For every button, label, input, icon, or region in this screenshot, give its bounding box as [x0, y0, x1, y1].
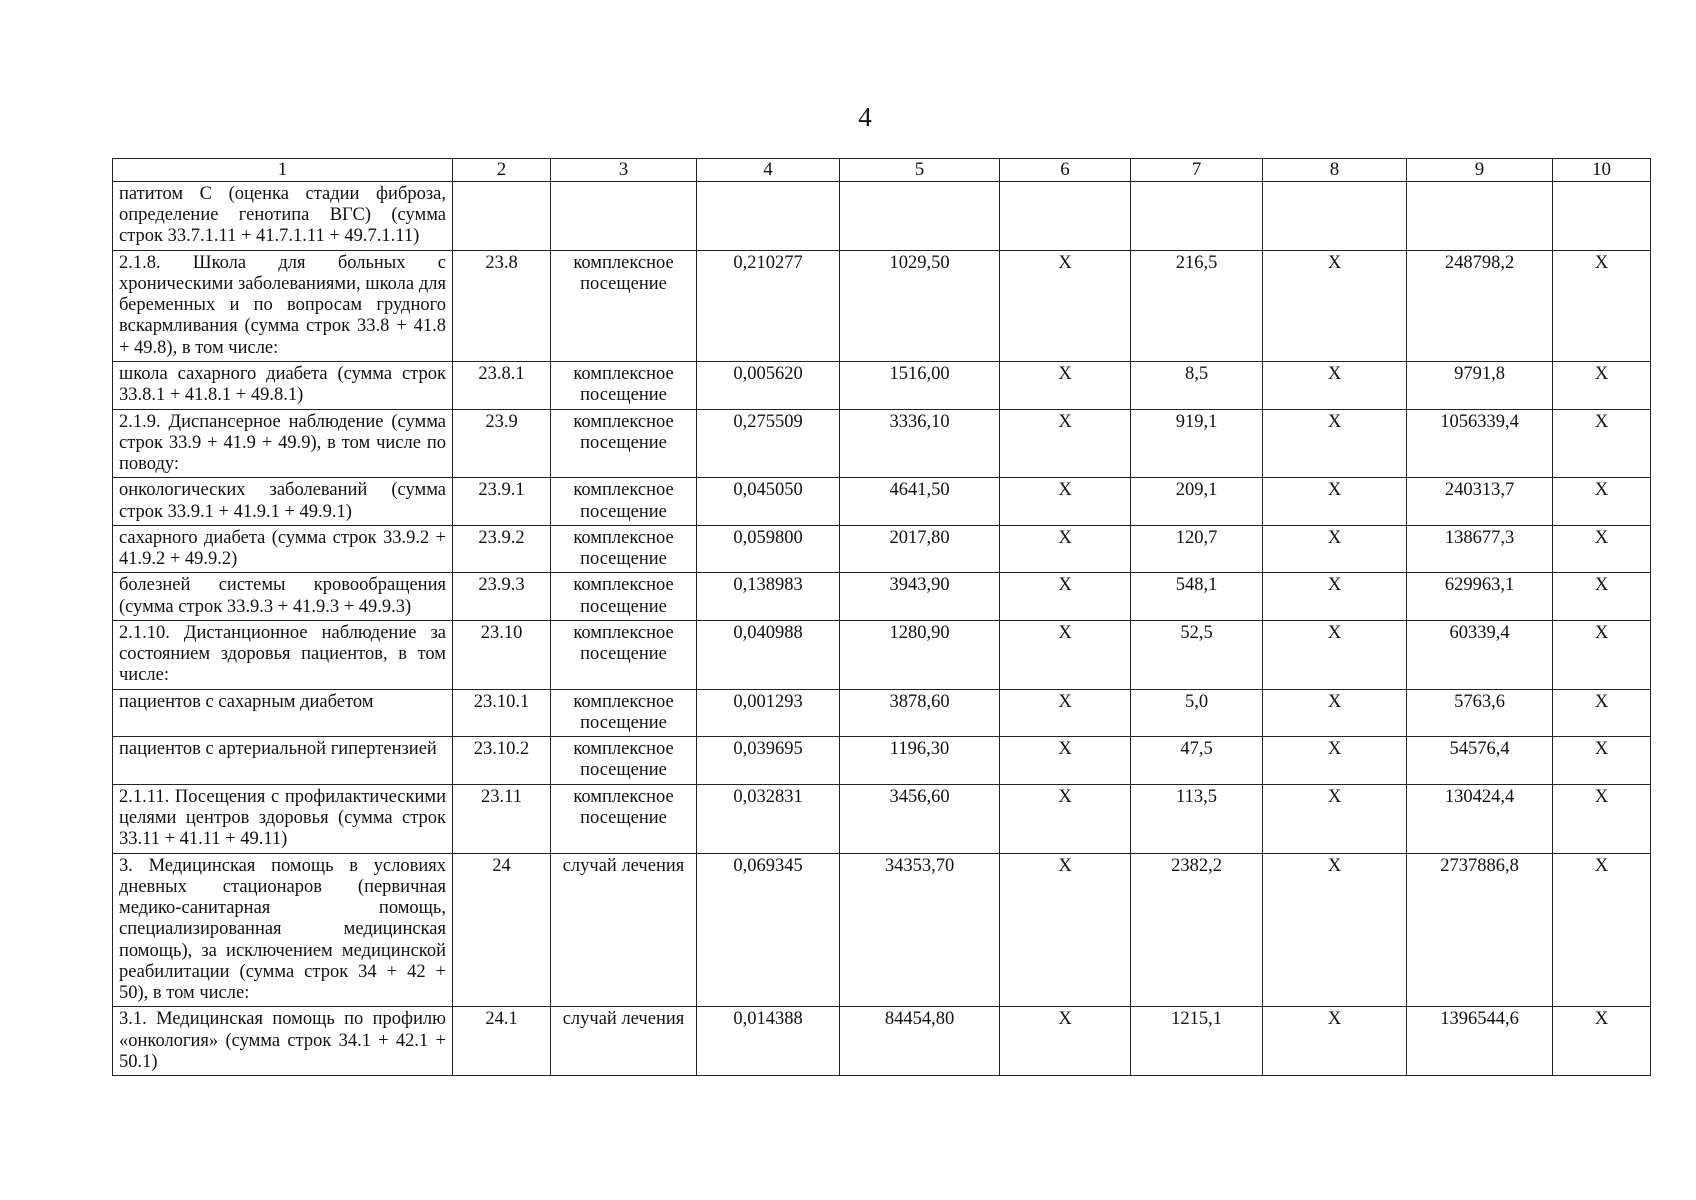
unit-of-measure: комплексное посещение — [551, 250, 697, 361]
tariff-table — [112, 158, 1651, 1076]
column-header: 9 — [1407, 159, 1553, 182]
row-number: 23.9 — [453, 409, 551, 478]
cell-col-6: Х — [1000, 250, 1131, 361]
cell-col-9: 240313,7 — [1407, 478, 1553, 526]
cell-col-6: Х — [1000, 525, 1131, 573]
cell-col-9 — [1407, 181, 1553, 250]
cell-col-7: 120,7 — [1131, 525, 1263, 573]
cell-col-8: Х — [1263, 478, 1407, 526]
cell-col-7: 2382,2 — [1131, 853, 1263, 1007]
table-row — [113, 620, 1651, 689]
cell-col-9: 1396544,6 — [1407, 1007, 1553, 1076]
cell-col-4: 0,039695 — [697, 737, 840, 785]
cell-col-6: Х — [1000, 478, 1131, 526]
cell-col-9: 9791,8 — [1407, 361, 1553, 409]
cell-col-10: Х — [1553, 1007, 1651, 1076]
column-header: 7 — [1131, 159, 1263, 182]
cell-col-8: Х — [1263, 784, 1407, 853]
row-number — [453, 181, 551, 250]
cell-col-4: 0,005620 — [697, 361, 840, 409]
cell-col-5: 2017,80 — [840, 525, 1000, 573]
cell-col-4: 0,069345 — [697, 853, 840, 1007]
cell-col-4: 0,040988 — [697, 620, 840, 689]
cell-col-7: 8,5 — [1131, 361, 1263, 409]
cell-col-8: Х — [1263, 250, 1407, 361]
cell-col-4 — [697, 181, 840, 250]
cell-col-9: 130424,4 — [1407, 784, 1553, 853]
cell-col-10: Х — [1553, 784, 1651, 853]
unit-of-measure: случай лечения — [551, 853, 697, 1007]
cell-col-7: 216,5 — [1131, 250, 1263, 361]
cell-col-8: Х — [1263, 409, 1407, 478]
table-row — [113, 525, 1651, 573]
cell-col-9: 54576,4 — [1407, 737, 1553, 785]
table-row — [113, 784, 1651, 853]
table-row — [113, 181, 1651, 250]
cell-col-5: 1196,30 — [840, 737, 1000, 785]
row-number: 23.10 — [453, 620, 551, 689]
unit-of-measure: комплексное посещение — [551, 689, 697, 737]
table-row — [113, 250, 1651, 361]
table-row — [113, 573, 1651, 621]
unit-of-measure: случай лечения — [551, 1007, 697, 1076]
unit-of-measure — [551, 181, 697, 250]
cell-col-4: 0,001293 — [697, 689, 840, 737]
cell-col-7: 47,5 — [1131, 737, 1263, 785]
cell-col-8: Х — [1263, 573, 1407, 621]
unit-of-measure: комплексное посещение — [551, 573, 697, 621]
column-number-row — [113, 159, 1651, 182]
table-row — [113, 409, 1651, 478]
cell-col-4: 0,045050 — [697, 478, 840, 526]
row-description: 2.1.9. Диспансерное наблюдение (сумма строк 33.9 + 41.9 + 49.9), в том числе по поводу: — [113, 409, 453, 478]
row-description: пациентов с сахарным диабетом — [113, 689, 453, 737]
cell-col-10: Х — [1553, 853, 1651, 1007]
cell-col-6: Х — [1000, 620, 1131, 689]
unit-of-measure: комплексное посещение — [551, 361, 697, 409]
cell-col-4: 0,032831 — [697, 784, 840, 853]
column-header: 2 — [453, 159, 551, 182]
table-row — [113, 853, 1651, 1007]
column-header: 3 — [551, 159, 697, 182]
row-description: 2.1.10. Дистанционное наблюдение за состоянием здоровья пациентов, в том числе: — [113, 620, 453, 689]
cell-col-6 — [1000, 181, 1131, 250]
cell-col-10: Х — [1553, 478, 1651, 526]
cell-col-6: Х — [1000, 784, 1131, 853]
cell-col-10: Х — [1553, 689, 1651, 737]
cell-col-9: 248798,2 — [1407, 250, 1553, 361]
column-header: 10 — [1553, 159, 1651, 182]
column-header: 6 — [1000, 159, 1131, 182]
column-header: 1 — [113, 159, 453, 182]
cell-col-5: 84454,80 — [840, 1007, 1000, 1076]
row-description: школа сахарного диабета (сумма строк 33.8.1 + 41.8.1 + 49.8.1) — [113, 361, 453, 409]
row-number: 23.11 — [453, 784, 551, 853]
row-description: онкологических заболеваний (сумма строк 33.9.1 + 41.9.1 + 49.9.1) — [113, 478, 453, 526]
table-row — [113, 1007, 1651, 1076]
row-description: 2.1.8. Школа для больных с хроническими заболеваниями, школа для беременных и по вопросам грудного вскармливания (сумма строк 33.8 + 41.8 + 49.8), в том числе: — [113, 250, 453, 361]
cell-col-9: 2737886,8 — [1407, 853, 1553, 1007]
table-row — [113, 737, 1651, 785]
cell-col-10: Х — [1553, 250, 1651, 361]
cell-col-5: 1029,50 — [840, 250, 1000, 361]
cell-col-7: 52,5 — [1131, 620, 1263, 689]
row-number: 24 — [453, 853, 551, 1007]
unit-of-measure: комплексное посещение — [551, 620, 697, 689]
cell-col-5: 3336,10 — [840, 409, 1000, 478]
column-header: 4 — [697, 159, 840, 182]
column-header: 8 — [1263, 159, 1407, 182]
cell-col-8: Х — [1263, 737, 1407, 785]
cell-col-7: 113,5 — [1131, 784, 1263, 853]
row-number: 23.10.2 — [453, 737, 551, 785]
cell-col-6: Х — [1000, 853, 1131, 1007]
cell-col-8: Х — [1263, 853, 1407, 1007]
cell-col-9: 1056339,4 — [1407, 409, 1553, 478]
row-description: патитом С (оценка стадии фиброза, определение генотипа ВГС) (сумма строк 33.7.1.11 + 41.7.1.11 + 49.7.1.11) — [113, 181, 453, 250]
cell-col-7: 1215,1 — [1131, 1007, 1263, 1076]
column-header: 5 — [840, 159, 1000, 182]
cell-col-7: 5,0 — [1131, 689, 1263, 737]
table-row — [113, 478, 1651, 526]
cell-col-5: 3878,60 — [840, 689, 1000, 737]
cell-col-7: 209,1 — [1131, 478, 1263, 526]
row-description: болезней системы кровообращения (сумма строк 33.9.3 + 41.9.3 + 49.9.3) — [113, 573, 453, 621]
cell-col-4: 0,138983 — [697, 573, 840, 621]
cell-col-5: 1516,00 — [840, 361, 1000, 409]
cell-col-9: 5763,6 — [1407, 689, 1553, 737]
page-number: 4 — [858, 102, 872, 132]
cell-col-5: 3456,60 — [840, 784, 1000, 853]
table-row — [113, 361, 1651, 409]
cell-col-10: Х — [1553, 525, 1651, 573]
cell-col-6: Х — [1000, 409, 1131, 478]
row-description: сахарного диабета (сумма строк 33.9.2 + 41.9.2 + 49.9.2) — [113, 525, 453, 573]
cell-col-6: Х — [1000, 737, 1131, 785]
unit-of-measure: комплексное посещение — [551, 409, 697, 478]
row-description: 3. Медицинская помощь в условиях дневных стационаров (первичная медико-санитарная помощь, специализированная медицинская помощь), за исключением медицинской реабилитации (сумма строк 34 + 42 + 50), в том числе: — [113, 853, 453, 1007]
cell-col-8: Х — [1263, 620, 1407, 689]
row-number: 23.9.3 — [453, 573, 551, 621]
cell-col-7 — [1131, 181, 1263, 250]
cell-col-8: Х — [1263, 525, 1407, 573]
cell-col-4: 0,014388 — [697, 1007, 840, 1076]
cell-col-6: Х — [1000, 1007, 1131, 1076]
cell-col-4: 0,059800 — [697, 525, 840, 573]
row-description: пациентов с артериальной гипертензией — [113, 737, 453, 785]
unit-of-measure: комплексное посещение — [551, 525, 697, 573]
cell-col-5: 4641,50 — [840, 478, 1000, 526]
row-number: 23.10.1 — [453, 689, 551, 737]
unit-of-measure: комплексное посещение — [551, 737, 697, 785]
cell-col-10: Х — [1553, 737, 1651, 785]
row-description: 3.1. Медицинская помощь по профилю «онкология» (сумма строк 34.1 + 42.1 + 50.1) — [113, 1007, 453, 1076]
cell-col-9: 629963,1 — [1407, 573, 1553, 621]
cell-col-9: 138677,3 — [1407, 525, 1553, 573]
cell-col-5: 34353,70 — [840, 853, 1000, 1007]
cell-col-4: 0,275509 — [697, 409, 840, 478]
cell-col-8: Х — [1263, 1007, 1407, 1076]
cell-col-5: 3943,90 — [840, 573, 1000, 621]
cell-col-8: Х — [1263, 361, 1407, 409]
row-number: 23.8 — [453, 250, 551, 361]
table-row — [113, 689, 1651, 737]
cell-col-6: Х — [1000, 689, 1131, 737]
row-number: 23.9.1 — [453, 478, 551, 526]
cell-col-7: 548,1 — [1131, 573, 1263, 621]
cell-col-5 — [840, 181, 1000, 250]
cell-col-8 — [1263, 181, 1407, 250]
cell-col-10: Х — [1553, 361, 1651, 409]
cell-col-5: 1280,90 — [840, 620, 1000, 689]
unit-of-measure: комплексное посещение — [551, 478, 697, 526]
cell-col-9: 60339,4 — [1407, 620, 1553, 689]
cell-col-7: 919,1 — [1131, 409, 1263, 478]
cell-col-10 — [1553, 181, 1651, 250]
cell-col-6: Х — [1000, 361, 1131, 409]
row-number: 24.1 — [453, 1007, 551, 1076]
row-number: 23.9.2 — [453, 525, 551, 573]
cell-col-10: Х — [1553, 409, 1651, 478]
cell-col-8: Х — [1263, 689, 1407, 737]
cell-col-6: Х — [1000, 573, 1131, 621]
row-number: 23.8.1 — [453, 361, 551, 409]
cell-col-10: Х — [1553, 620, 1651, 689]
unit-of-measure: комплексное посещение — [551, 784, 697, 853]
cell-col-10: Х — [1553, 573, 1651, 621]
table-body — [113, 159, 1651, 1076]
row-description: 2.1.11. Посещения с профилактическими целями центров здоровья (сумма строк 33.11 + 41.11 + 49.11) — [113, 784, 453, 853]
cell-col-4: 0,210277 — [697, 250, 840, 361]
